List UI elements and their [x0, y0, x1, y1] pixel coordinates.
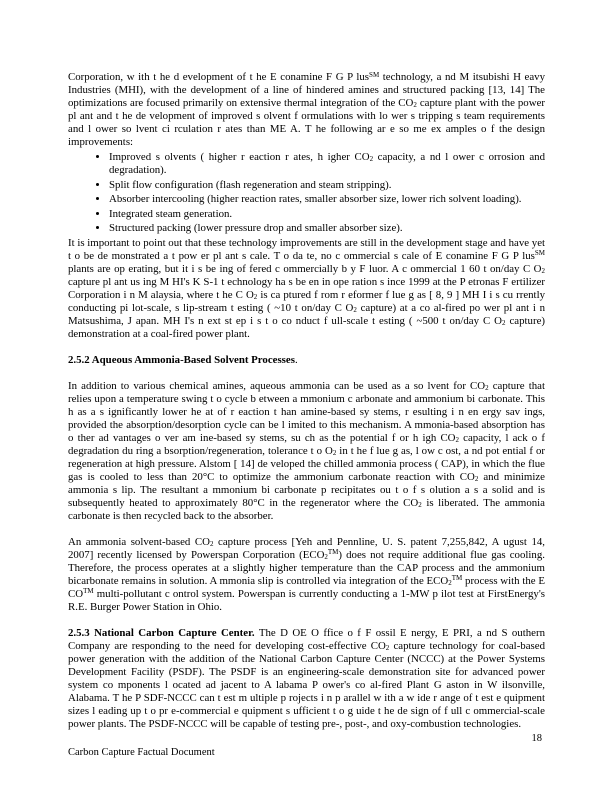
page-body — [68, 71, 545, 731]
bullet-item: • Improved s olvents ( higher r eaction r ates, h igher $CO_2$ capacity, a nd l ower c orrosion and degradation). — [109, 151, 545, 177]
page-number: 18 — [531, 733, 542, 744]
section-heading-252-text: 2.5.2 Aqueous Ammonia-Based Solvent Processes — [68, 353, 295, 366]
bullet-item: • Split flow configuration (flash regeneration and steam stripping). — [109, 179, 545, 192]
section-253-body: The D OE O ffice o f F ossil E nergy, E PRI, a nd S outhern Company are responding to the need for developing cost-effective $CO_2$ capture technology for coal-based power generation with the addition of the National Carbon Capture Center (NCCC) at the Power Systems Development Facility (PSDF). The PSDF is an engineering-scale demonstration site for advanced power system co mponents l ocated ad jacent to A labama P ower's co al-fired Plant G aston in W ilsonville, Alabama. T he P SDF-NCCC can t est m ultiple p rojects i n p arallel w ith a w ide r ange of t est e quipment sizes l eading up t o pr e-commercial e quipment s ufficient t o g uide t he de sign of f ull c ommercial-scale power plants. The PSDF-NCCC will be capable of testing pre-, post-, and oxy-combustion technologies. — [68, 626, 546, 730]
bullet-list — [68, 151, 545, 235]
paragraph-intro: Corporation, w ith t he d evelopment of t he E conamine F G P lus℠ technology, a nd M itsubishi H eavy Industries (MHI), with the development of a line of hindered amines and structured packing [13, 14] The optimizations are focused primarily on extensive thermal integration of the $CO_2$ capture plant with the power pl ant and t he de velopment of improved s olvent f ormulations with lo wer s tripping s team requirements and l ower so lvent ci rculation r ates than ME A. T he following ar e so me ex amples o f the design improvements: — [68, 70, 546, 148]
bullet-item: • Absorber intercooling (higher reaction rates, smaller absorber size, lower rich solvent loading). — [109, 193, 545, 206]
section-heading-253-text: 2.5.3 National Carbon Capture Center. — [68, 626, 255, 639]
section-heading-252 — [68, 354, 545, 367]
section-252-paragraph-1: In addition to various chemical amines, aqueous ammonia can be used as a so lvent for $CO_2$ capture that relies upon a temperature swing t o cycle b etween a mmonium c arbonate and ammonium bi carbonate. This h as a s ignificantly lower he at of r eaction t han amine-based sy stems, r esulting i n en ergy sav ings, provided the absorption/desorption cycle can be l imited to this mechanism. A mmonia-based absorption has o ther ad vantages o ver am ine-based sy stems, su ch as the potential f or h igh $CO_2$ capacity, l ack o f degradation du ring a bsorption/regeneration, tolerance t o $O_2$ in t he f lue g as, l ow c ost, a nd pot ential f or regeneration at high pressure. Alstom [ 14] de veloped the chilled ammonia process ( CAP), in which the flue gas is cooled to less than 20°C to optimize the ammonium carbonate reaction with $CO_2$ and minimize ammonia s lip. The resultant a mmonium bi carbonate p recipitates ou t o f s olution a s a solid and is subsequently heated to approximately 80°C in the regenerator where the $CO_2$ is liberated. The ammonia carbonate is then recycled back to the absorber. — [68, 379, 545, 522]
section-heading-252-period: . — [294, 353, 298, 366]
bullet-item: • Integrated steam generation. — [109, 208, 545, 221]
bullet-item: • Structured packing (lower pressure drop and smaller absorber size). — [109, 222, 545, 235]
section-252-paragraph-2: An ammonia solvent-based $CO_2$ capture process [Yeh and Pennline, U. S. patent 7,255,842, A ugust 14, 2007] recently licensed by Powerspan Corporation $(ECO_2™)$ does not require additional flue gas cooling. Therefore, the process operates at a slightly higher temperature than the CAP process and the ammonium bicarbonate remains in solution. A mmonia slip is controlled via integration of the $ECO_2™$ process with the E CO™ multi-pollutant c ontrol system. Powerspan is currently conducting a 1-MW p ilot test at FirstEnergy's R.E. Burger Power Station in Ohio. — [68, 535, 546, 613]
section-253-paragraph — [68, 627, 545, 731]
footer-text: Carbon Capture Factual Document — [68, 747, 215, 758]
paragraph-development-status: It is important to point out that these technology improvements are still in the development stage and have yet t o be de monstrated a t pow er pl ant s cale. T o da te, no c ommercial s cale of E conamine F G P lus℠ plants are op erating, but it i s be ing of fered c ommercially b y F luor. A c ommercial 1 60 t on/day C $O_2$ capture pl ant us ing M HI's K S-1 t echnology ha s be en in ope ration s ince 1999 at the P etronas F ertilizer Corporation i n M alaysia, where t he C $O_2$ is ca ptured f rom r eformer f lue g as [ 8, 9 ] MH I i s cu rrently conducting pi lot-scale, s lip-stream t esting ( ~10 t on/day C $O_2$ capture) at a co al-fired po wer pl ant i n Matsushima, J apan. MH I's n ext st ep i s t o co nduct f ull-scale t esting ( ~500 t on/day C $O_2$ capture) demonstration at a coal-fired power plant. — [68, 236, 546, 340]
